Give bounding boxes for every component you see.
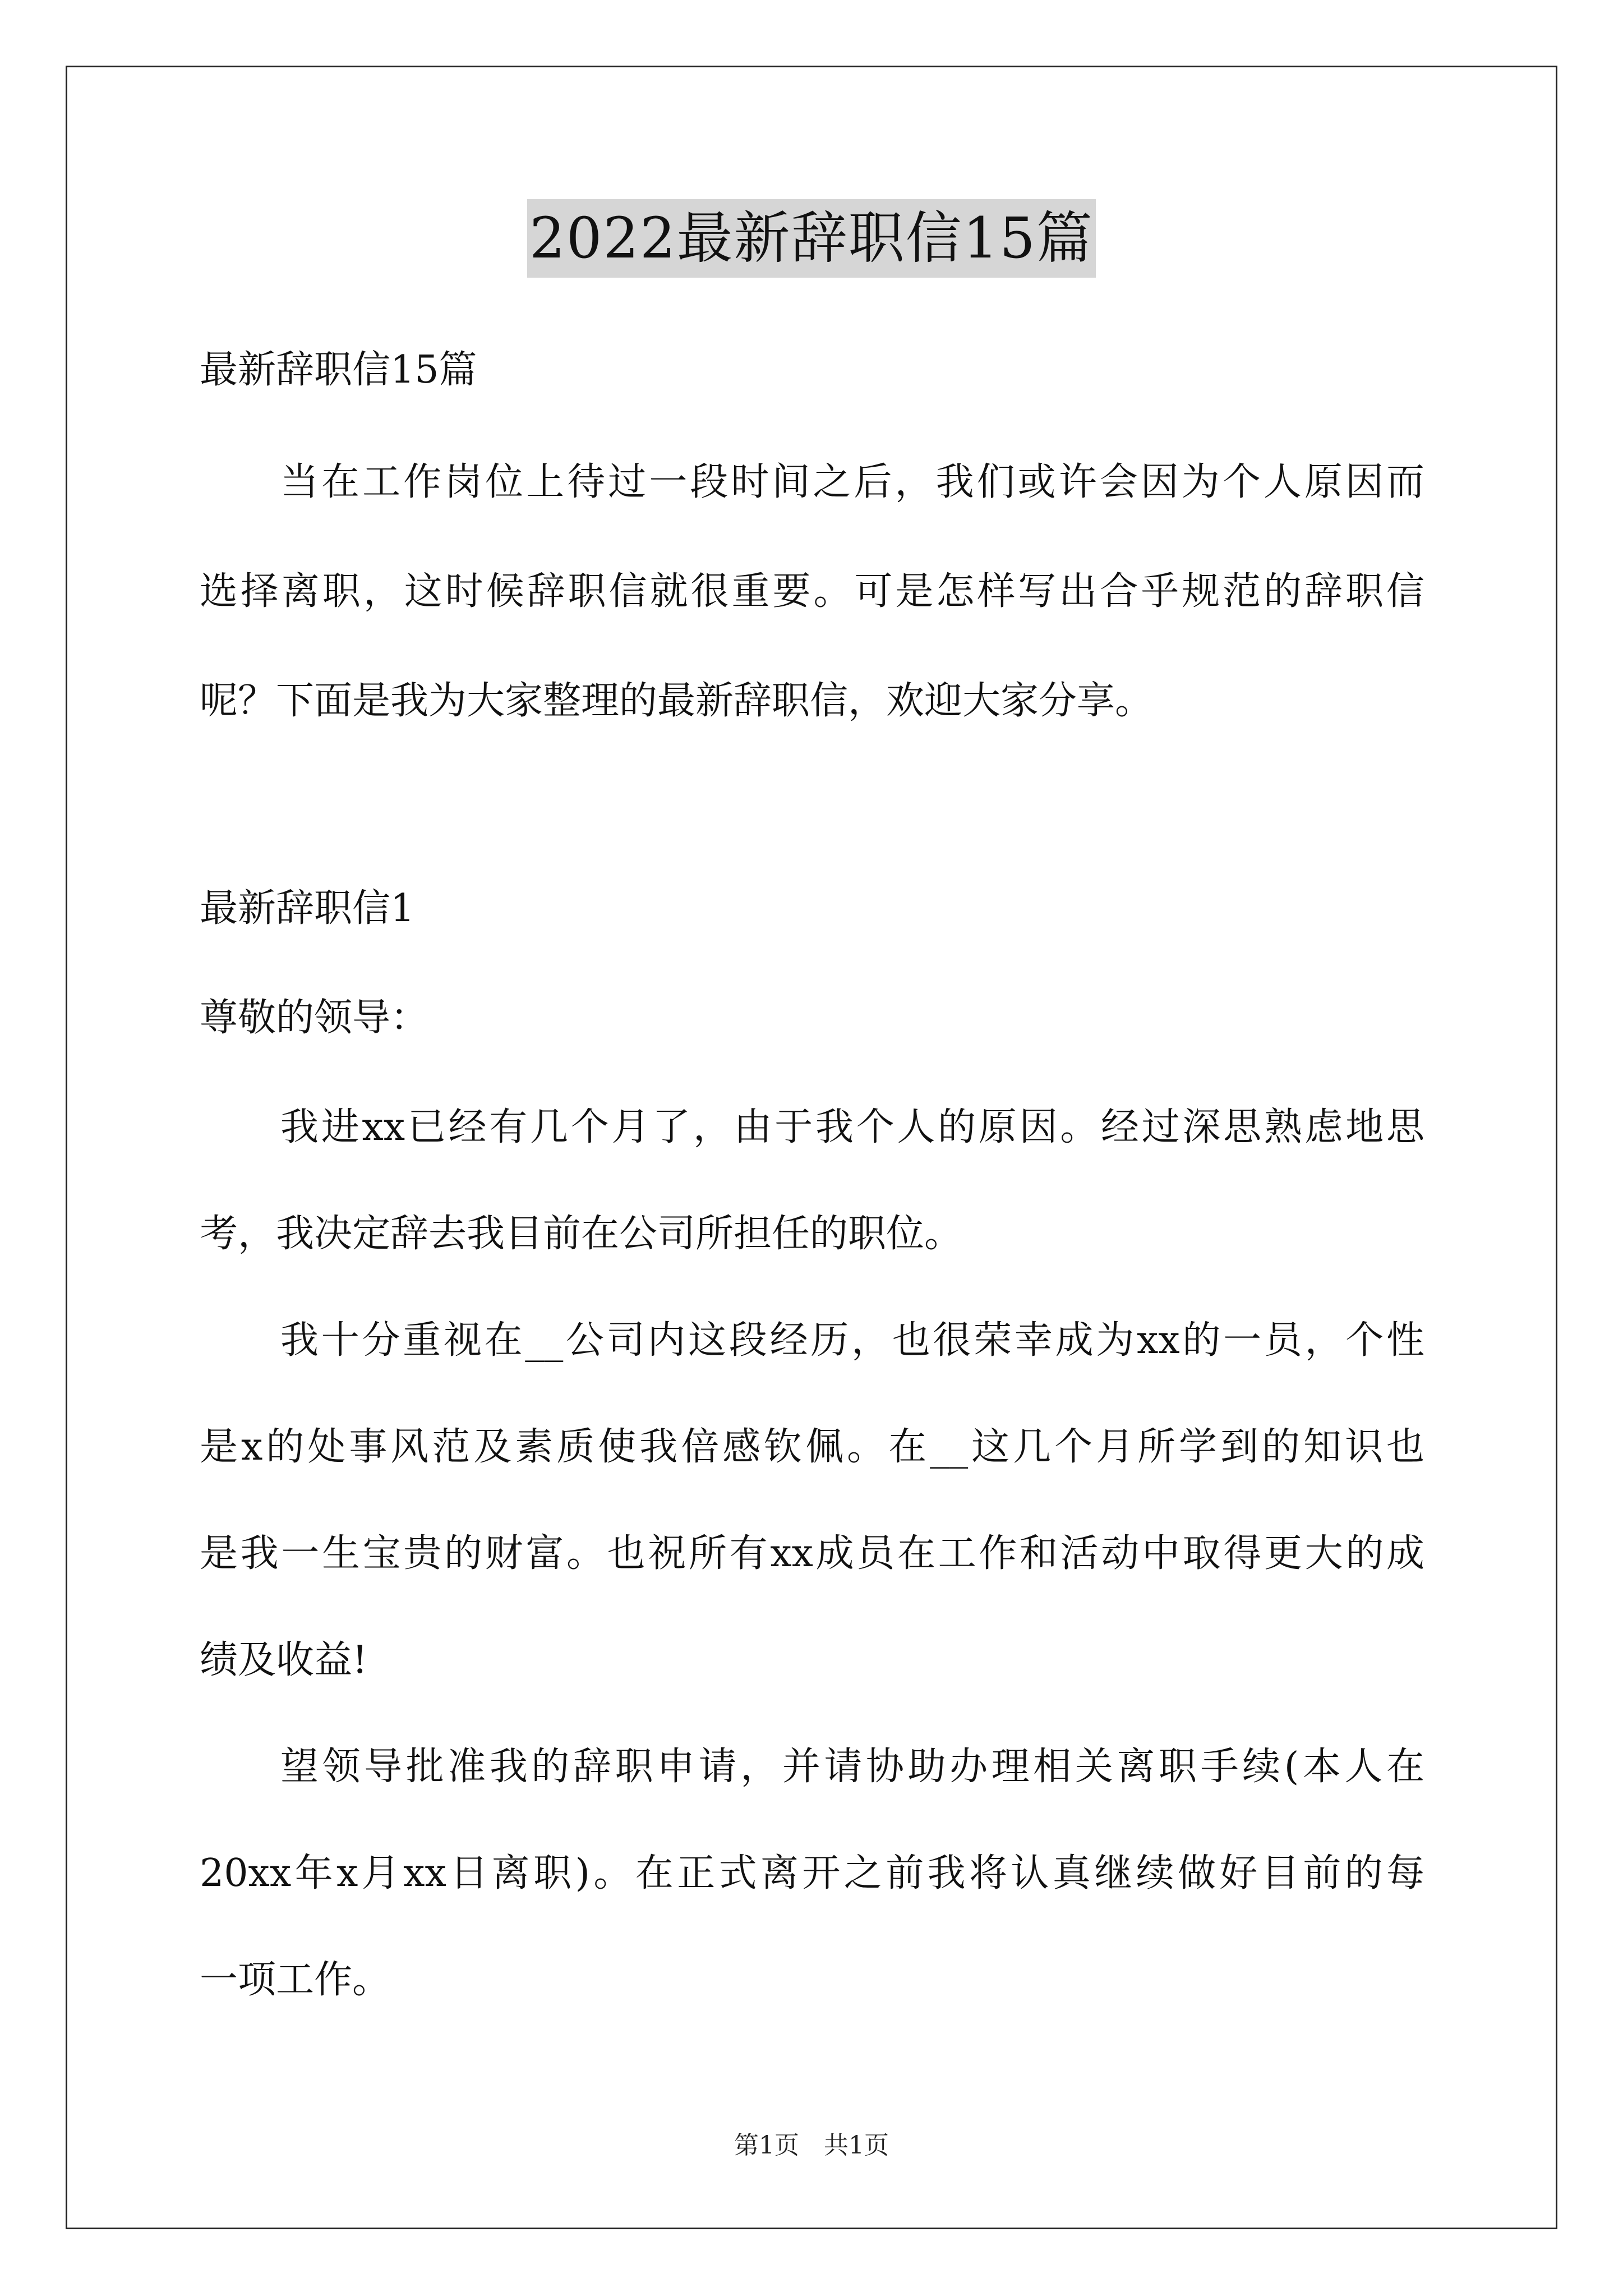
body-line-2: 考，我决定辞去我目前在公司所担任的职位。	[200, 1212, 963, 1256]
title-container	[0, 199, 1623, 278]
body-line-5: 是我一生宝贵的财富。也祝所有xx成员在工作和活动中取得更大的成	[200, 1531, 1424, 1576]
body-line-6: 绩及收益!	[200, 1638, 368, 1682]
document-subtitle: 最新辞职信15篇	[200, 348, 477, 392]
intro-line-3: 呢？下面是我为大家整理的最新辞职信，欢迎大家分享。	[200, 679, 1154, 723]
intro-line-1: 当在工作岗位上待过一段时间之后，我们或许会因为个人原因而	[280, 460, 1424, 504]
body-line-7: 望领导批准我的辞职申请，并请协助办理相关离职手续(本人在	[280, 1745, 1424, 1789]
intro-line-2: 选择离职，这时候辞职信就很重要。可是怎样写出合乎规范的辞职信	[200, 569, 1424, 614]
body-line-9: 一项工作。	[200, 1958, 391, 2002]
body-line-3: 我十分重视在__公司内这段经历，也很荣幸成为xx的一员，个性	[280, 1318, 1424, 1363]
body-line-1: 我进xx已经有几个月了，由于我个人的原因。经过深思熟虑地思	[280, 1105, 1424, 1149]
body-line-4: 是x的处事风范及素质使我倍感钦佩。在__这几个月所学到的知识也	[200, 1425, 1424, 1469]
document-title: 2022最新辞职信15篇	[527, 199, 1096, 278]
salutation: 尊敬的领导：	[200, 996, 429, 1040]
body-line-8: 20xx年x月xx日离职)。在正式离开之前我将认真继续做好目前的每	[200, 1851, 1424, 1895]
page-footer: 第1页 共1页	[734, 2131, 889, 2160]
section-heading: 最新辞职信1	[200, 886, 415, 931]
